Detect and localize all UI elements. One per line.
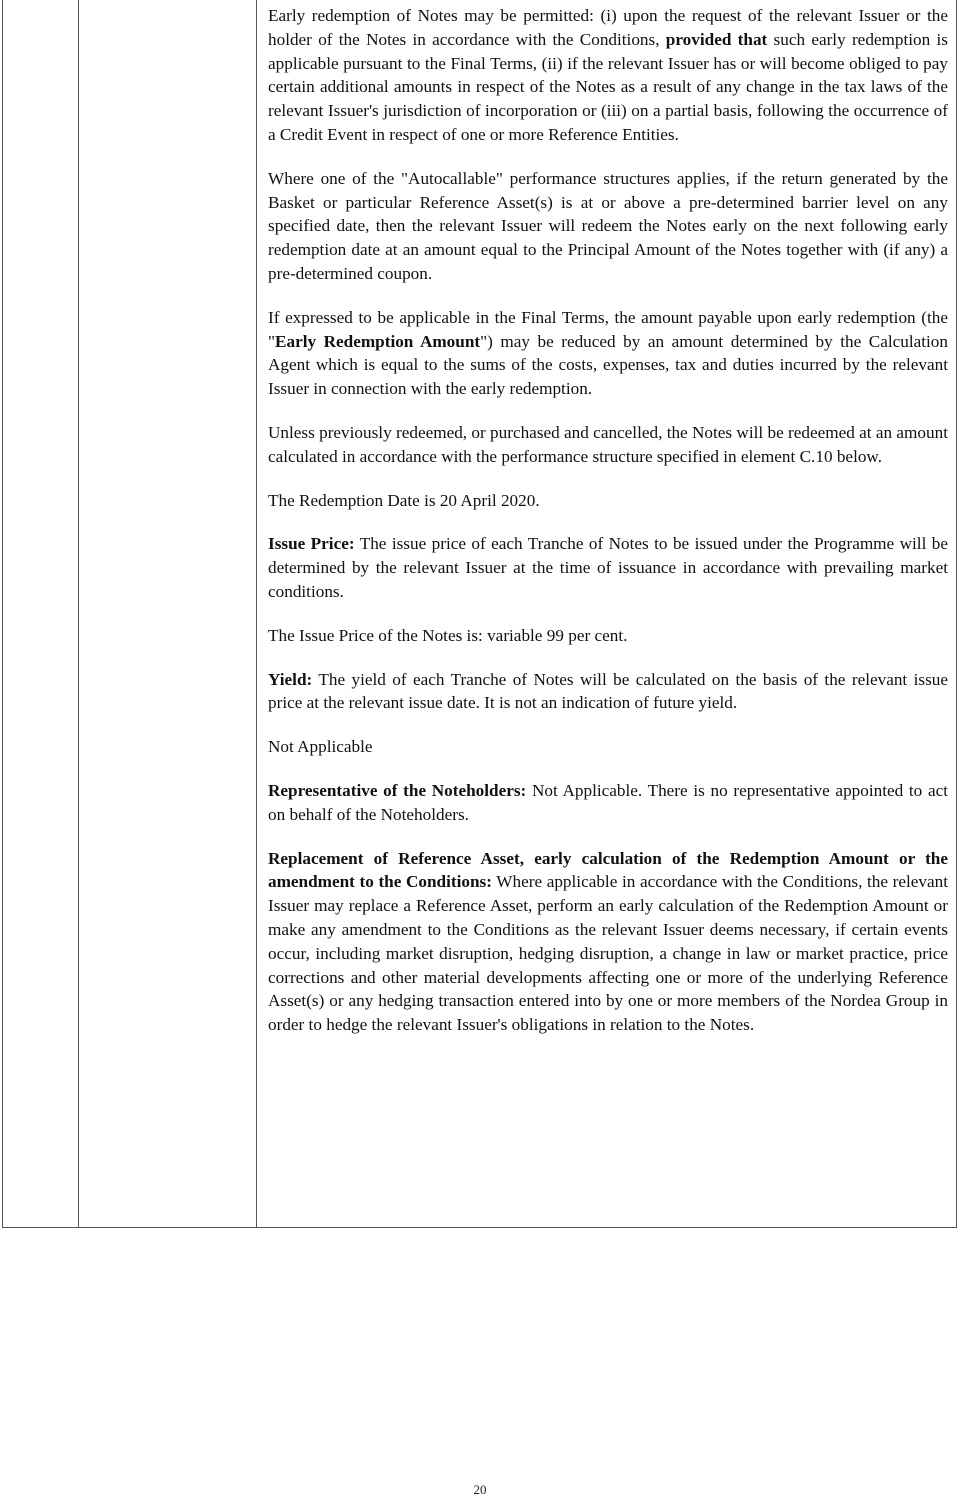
- text-run: If expressed to be applicable in the Final Terms, the amount payable upon early redemption (the ": [268, 307, 948, 351]
- body-paragraph: [268, 489, 948, 513]
- text-run: The yield of each Tranche of Notes will be calculated on the basis of the relevant issue price at the relevant issue date. It is not an indication of future yield.: [268, 669, 948, 713]
- body-paragraph: [268, 4, 948, 147]
- bold-text-run: Early Redemption Amount: [275, 331, 481, 351]
- body-paragraph: [268, 421, 948, 469]
- bold-text-run: Representative of the Noteholders:: [268, 780, 527, 800]
- text-run: ") may be reduced by an amount determined by the Calculation Agent which is equal to the sums of the costs, expenses, tax and duties incurred by the relevant Issuer in connection with the early redemption.: [268, 331, 948, 399]
- text-run: The issue price of each Tranche of Notes to be issued under the Programme will be determined by the relevant Issuer at the time of issuance in accordance with prevailing market conditions.: [268, 534, 948, 601]
- body-paragraph: [268, 306, 948, 401]
- body-paragraph: [268, 735, 948, 759]
- body-paragraph: [268, 167, 948, 286]
- bold-text-run: Replacement of Reference Asset, early calculation of the Redemption Amount or the amendment to the Conditions:: [268, 848, 948, 892]
- bold-text-run: provided that: [665, 29, 768, 49]
- text-run: Not Applicable. There is no representative appointed to act on behalf of the Noteholders.: [268, 780, 948, 824]
- body-paragraph: [268, 779, 948, 827]
- body-paragraph: [268, 532, 948, 603]
- page-number: 20: [473, 1482, 487, 1497]
- body-paragraph: [268, 624, 948, 648]
- text-run: such early redemption is applicable pursuant to the Final Terms, (ii) if the relevant Issuer has or will become obliged to pay certain additional amounts in respect of the Notes as a result of any change in the tax laws of the relevant Issuer's jurisdiction of incorporation or (iii) on a partial basis, following the occurrence of a Credit Event in respect of one or more Reference Entities.: [268, 29, 948, 144]
- document-table: [2, 0, 957, 1228]
- text-run: Unless previously redeemed, or purchased and cancelled, the Notes will be redeemed at an amount calculated in accordance with the performance structure specified in element C.10 below.: [268, 422, 948, 466]
- body-paragraph: [268, 847, 948, 1037]
- bold-text-run: Issue Price:: [268, 534, 355, 554]
- text-run: The Issue Price of the Notes is: variable 99 per cent.: [268, 625, 628, 645]
- text-run: Early redemption of Notes may be permitted: (i) upon the request of the relevant Issuer or the holder of the Notes in accordance with the Conditions,: [268, 6, 948, 49]
- table-column-divider: [78, 0, 79, 1227]
- text-run: The Redemption Date is 20 April 2020.: [268, 490, 540, 510]
- text-run: Where one of the "Autocallable" performance structures applies, if the return generated by the Basket or particular Reference Asset(s) is at or above a pre-determined barrier level on any specified date, then the relevant Issuer will redeem the Notes early on the next following early redemption date at an amount equal to the Principal Amount of the Notes together with (if any) a pre-determined coupon.: [268, 168, 948, 283]
- text-run: Not Applicable: [268, 737, 373, 757]
- table-column-divider: [256, 0, 257, 1227]
- text-run: Where applicable in accordance with the Conditions, the relevant Issuer may replace a Reference Asset, perform an early calculation of the Redemption Amount or make any amendment to the Conditions as the relevant Issuer deems necessary, if certain events occur, including market disruption, hedging disruption, a change in law or market practice, price corrections and other material developments affecting one or more of the underlying Reference Asset(s) or any hedging transaction entered into by one or more members of the Nordea Group in order to hedge the relevant Issuer's obligations in relation to the Notes.: [268, 872, 949, 1035]
- body-paragraph: [268, 668, 948, 716]
- table-cell-content: [268, 4, 948, 1057]
- bold-text-run: Yield:: [268, 669, 313, 689]
